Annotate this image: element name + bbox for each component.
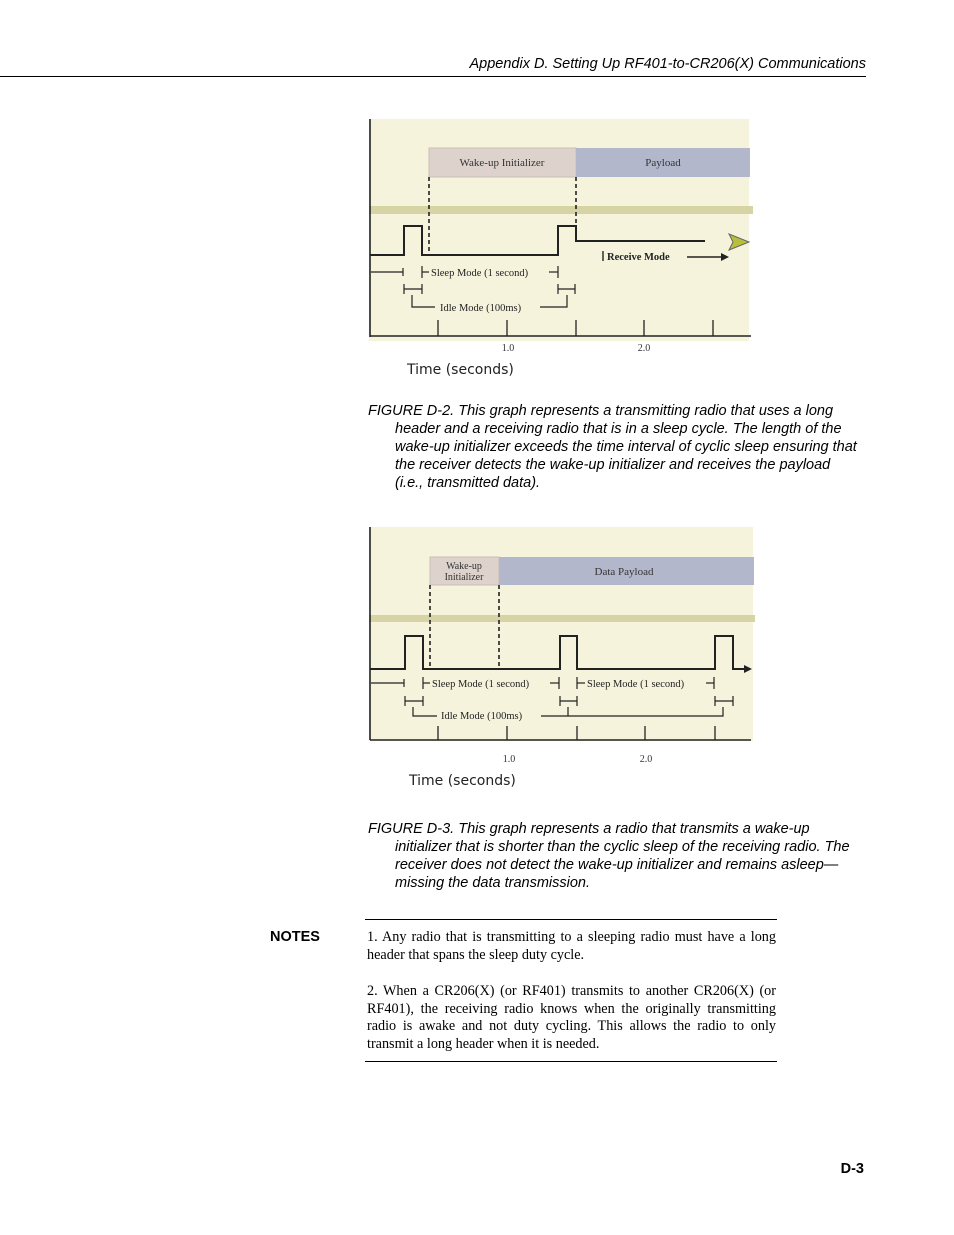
sleep-mode-label-b: Sleep Mode (1 second)	[587, 679, 685, 690]
wakeup-initializer-label-line1: Wake-up	[446, 561, 482, 572]
header-title: Appendix D. Setting Up RF401-to-CR206(X) Communications	[469, 56, 866, 72]
payload-label: Payload	[645, 157, 681, 169]
sleep-mode-label-a: Sleep Mode (1 second)	[432, 679, 530, 690]
receive-mode-label: Receive Mode	[607, 252, 670, 263]
x-axis-title: Time (seconds)	[409, 773, 516, 789]
data-payload-label: Data Payload	[594, 566, 654, 578]
wakeup-initializer-label-line2: Initializer	[444, 572, 484, 583]
x-tick-label-2: 2.0	[639, 754, 653, 765]
figure-d3-timing-diagram	[365, 523, 757, 793]
note-1: 1. Any radio that is transmitting to a sleeping radio must have a long header that spans the sleep duty cycle.	[367, 929, 776, 963]
page-number: D-3	[840, 1161, 864, 1177]
figure-d3-caption: FIGURE D-3. This graph represents a radio that transmits a wake-up initializer that is shorter than the cyclic sleep of the receiving radio. The receiver does not detect the wake-up initializer and remains asleep—missing the data transmission.	[368, 821, 850, 891]
x-tick-label-1: 1.0	[502, 754, 516, 765]
note-2: 2. When a CR206(X) (or RF401) transmits to another CR206(X) (or RF401), the receiving radio knows when the originally transmitting radio is awake and not duty cycling. This allows the radio to only transmit a long header when it is needed.	[367, 983, 776, 1052]
page-header	[0, 56, 866, 77]
horizontal-band	[369, 206, 753, 214]
figure-d2-timing-diagram	[365, 115, 757, 383]
horizontal-band	[369, 615, 755, 622]
idle-mode-label: Idle Mode (100ms)	[440, 303, 522, 314]
notes-label: NOTES	[270, 929, 320, 945]
wakeup-initializer-label: Wake-up Initializer	[459, 157, 545, 169]
x-axis-title: Time (seconds)	[407, 362, 514, 378]
x-tick-label-1: 1.0	[501, 343, 515, 354]
idle-mode-label: Idle Mode (100ms)	[441, 711, 523, 722]
sleep-mode-label: Sleep Mode (1 second)	[431, 268, 529, 279]
notes-box	[365, 919, 777, 1062]
x-tick-label-2: 2.0	[637, 343, 651, 354]
figure-d2-caption: FIGURE D-2. This graph represents a transmitting radio that uses a long header and a receiving radio that is in a sleep cycle. The length of the wake-up initializer exceeds the time interval of cyclic sleep ensuring that the receiver detects the wake-up initializer and receives the payload (i.e., transmitted data).	[368, 403, 857, 491]
